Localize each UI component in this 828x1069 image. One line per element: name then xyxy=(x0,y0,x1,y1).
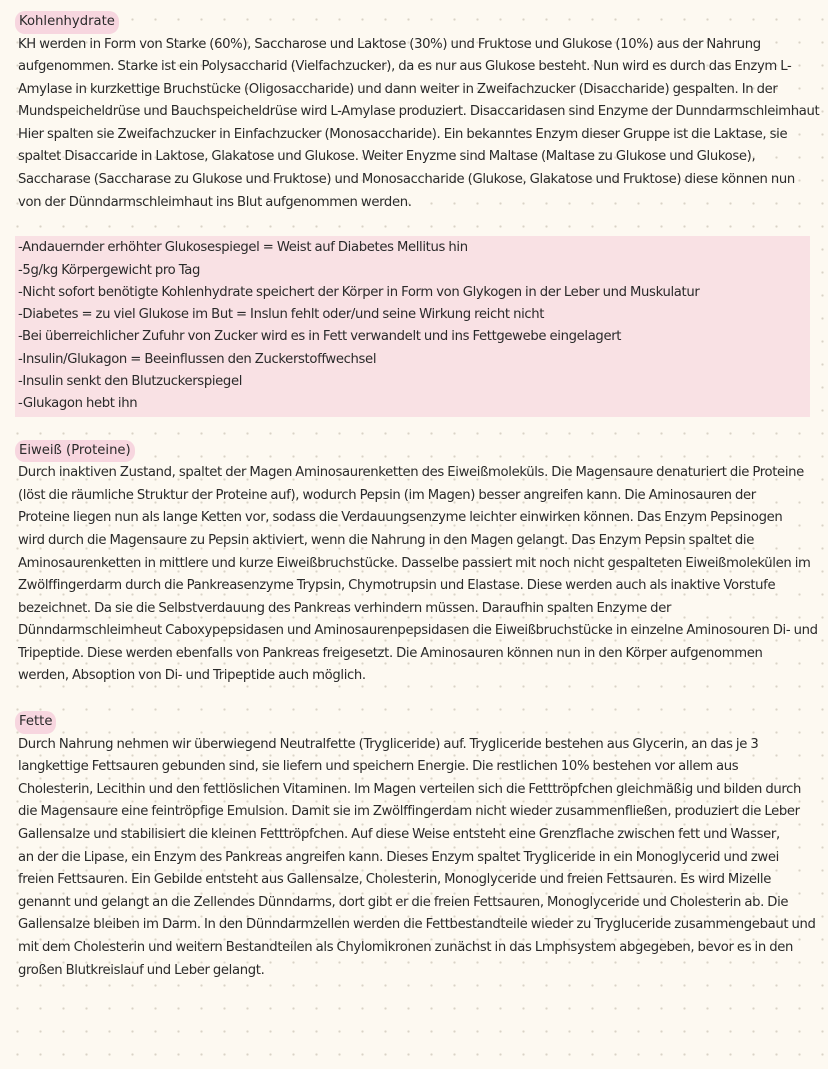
text-line: genannt und gelangt an die Zellendes Dünndarms, dort gibt er die freien Fettsauren, Monoglyceride und Cholesterin ab. Die xyxy=(18,894,789,910)
text-line: Zwölffingerdarm durch die Pankreasenzyme Trypsin, Chymotrupsin und Elastase. Diese werden auch als inaktive Vorstufe xyxy=(18,578,776,594)
note-line: -Insulin senkt den Blutzuckerspiegel xyxy=(18,374,243,390)
text-line: (löst die räumliche Struktur der Proteine auf), wodurch Pepsin (im Magen) besser angreifen kann. Die Aminosauren der xyxy=(18,487,756,503)
text-line: Proteine liegen nun als lange Ketten vor, sodass die Verdauungsenzyme leichter einwirken können. Das Enzym Pepsinogen xyxy=(18,510,783,526)
note-line: -Glukagon hebt ihn xyxy=(18,396,138,412)
note-line: -Nicht sofort benötigte Kohlenhydrate speichert der Körper in Form von Glykogen in der Leber und Muskulatur xyxy=(18,284,700,300)
text-line: Durch Nahrung nehmen wir überwiegend Neutralfette (Trygliceride) auf. Trygliceride bestehen aus Glycerin, an das je 3 xyxy=(18,736,759,752)
paragraph-kohlenhydrate xyxy=(18,34,818,215)
note-line: -Diabetes = zu viel Glukose im But = Inslun fehlt oder/und seine Wirkung reicht nicht xyxy=(18,307,545,323)
paragraph-fette xyxy=(18,734,818,983)
text-line: Hier spalten sie Zweifachzucker in Einfachzucker (Monosaccharide). Ein bekanntes Enzym dieser Gruppe ist die Laktase, sie xyxy=(18,126,788,142)
text-line: langkettige Fettsauren gebunden sind, sie liefern und speichern Energie. Die restlichen 10% bestehen vor allem aus xyxy=(18,759,739,775)
text-line: großen Blutkreislauf und Leber gelangt. xyxy=(18,962,265,978)
note-line: -5g/kg Körpergewicht pro Tag xyxy=(18,262,201,278)
text-line: Mundspeicheldrüse und Bauchspeicheldrüse wird L-Amylase produziert. Disaccaridasen sind Enzyme der Dunndarmschleimhaut xyxy=(18,104,820,120)
text-line: Durch inaktiven Zustand, spaltet der Magen Aminosaurenketten des Eiweißmoleküls. Die Magensaure denaturiert die Proteine xyxy=(18,465,804,481)
note-line: -Andauernder erhöhter Glukosespiegel = Weist auf Diabetes Mellitus hin xyxy=(18,240,468,256)
text-line: Cholesterin, Lecithin und den fettlöslichen Vitaminen. Im Magen verteilen sich die Fetttröpfchen gleichmäßig und bilden durch xyxy=(18,781,802,797)
text-line: Amylase in kurzkettige Bruchstücke (Oligosaccharide) und dann weiter in Zweifachzucker (Disaccharide) gespalten. In der xyxy=(18,81,778,97)
paragraph-eiweiss xyxy=(18,462,818,688)
text-line: die Magensaure eine feintröpfige Emulsion. Damit sie im Zwölffingerdam nicht wieder zusammenfließen, produziert die Leber xyxy=(18,804,800,820)
text-line: freien Fettsauren. Ein Gebilde entsteht aus Gallensalze, Cholesterin, Monoglyceride und freien Fettsauren. Es wird Mizelle xyxy=(18,872,771,888)
highlighted-notes-block xyxy=(15,236,810,416)
text-line: aufgenommen. Starke ist ein Polysaccharid (Vielfachzucker), da es nur aus Glukose besteht. Nun wird es durch das Enzym L- xyxy=(18,59,792,75)
note-line: -Insulin/Glukagon = Beeinflussen den Zuckerstoffwechsel xyxy=(18,351,377,367)
section-title-fette: Fette xyxy=(15,711,56,734)
section-title-eiweiss: Eiweiß (Proteine) xyxy=(15,440,135,463)
text-line: an der die Lipase, ein Enzym des Pankreas angreifen kann. Dieses Enzym spaltet Trygliceride in ein Monoglycerid und zwei xyxy=(18,849,779,865)
text-line: Dünndarmschleimheut Caboxypepsidasen und Aminosaurenpepsidasen die Eiweißbruchstücke in einzelne Aminosouren Di- und xyxy=(18,623,818,639)
text-line: Gallensalze bleiben im Darm. In den Dünndarmzellen werden die Fettbestandteile wieder zu Trygluceride zusammengebaut und xyxy=(18,917,816,933)
text-line: von der Dünndarmschleimhaut ins Blut aufgenommen werden. xyxy=(18,194,412,210)
text-line: bezeichnet. Da sie die Selbstverdauung des Pankreas verhindern müssen. Daraufhin spalten Enzyme der xyxy=(18,600,672,616)
text-line: Tripeptide. Diese werden ebenfalls von Pankreas freigesetzt. Die Aminosauren können nun in den Körper aufgenommen xyxy=(18,645,763,661)
section-title-kohlenhydrate: Kohlenhydrate xyxy=(15,11,119,34)
text-line: Saccharase (Saccharase zu Glukose und Fruktose) und Monosaccharide (Glukose, Glakatose und Fruktose) diese können nun xyxy=(18,172,795,188)
text-line: mit dem Cholesterin und weitern Bestandteilen als Chylomikronen zunächst in das Lmphsystem abgegeben, bevor es in den xyxy=(18,939,794,955)
text-line: Aminosaurenketten in mittlere und kurze Eiweißbruchstücke. Dasselbe passiert mit noch nicht gespalteten Eiweißmolekülen im xyxy=(18,555,811,571)
text-line: Gallensalze und stabilisiert die kleinen Fetttröpfchen. Auf diese Weise entsteht eine Grenzflache zwischen fett und Wasser, xyxy=(18,826,780,842)
text-line: spaltet Disaccaride in Laktose, Glakatose und Glukose. Weiter Enyzme sind Maltase (Maltase zu Glukose und Glukose), xyxy=(18,149,756,165)
text-line: wird durch die Magensaure zu Pepsin aktiviert, wenn die Nahrung in den Magen gelangt. Das Enzym Pepsin spaltet die xyxy=(18,532,754,548)
note-line: -Bei überreichlicher Zufuhr von Zucker wird es in Fett verwandelt und ins Fettgewebe eingelagert xyxy=(18,329,622,345)
notes-page xyxy=(18,10,818,982)
text-line: KH werden in Form von Starke (60%), Saccharose und Laktose (30%) und Fruktose und Glukose (10%) aus der Nahrung xyxy=(18,36,761,52)
text-line: werden, Absoption von Di- und Tripeptide auch möglich. xyxy=(18,668,366,684)
